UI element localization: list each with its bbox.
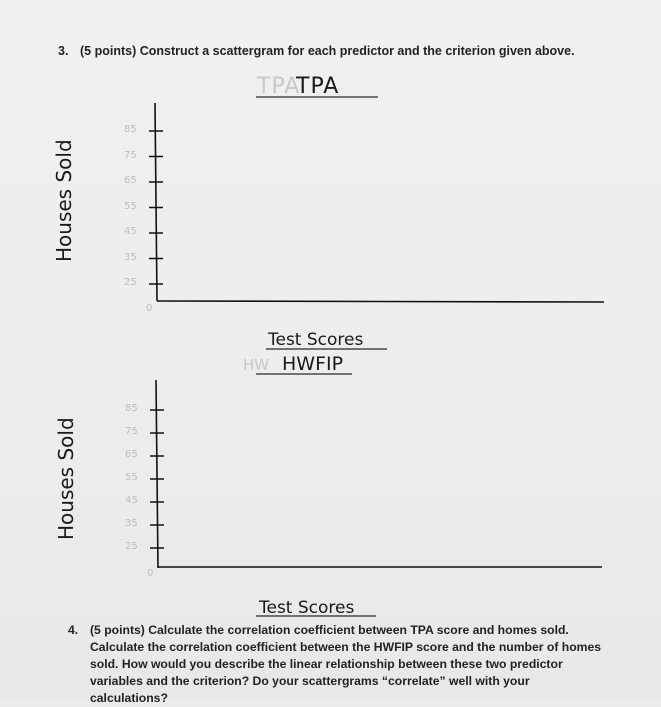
chart2-origin-label: 0 [147,568,154,579]
chart1-origin-label: 0 [146,303,153,314]
chart2-title: HWFIP [282,353,344,375]
chart2-tick-label: 25 [125,541,138,552]
chart1-tick-label: 45 [124,226,137,237]
question-4-text: (5 points) Calculate the correlation coefficient between TPA score and homes sold. Calculate the correlation coefficient between the HWFIP score and the number of homes sold. How would you describe the linear relationship between these two predictor variables and the criterion? Do your scattergrams “correlate” well with your calculations? [90,623,602,705]
chart2-tick-label: 55 [125,472,138,483]
chart1-tick-label: 55 [124,200,137,212]
chart1-x-axis [157,301,604,302]
chart2-tick-label: 45 [125,495,138,506]
chart1-tick-label: 85 [124,124,137,135]
chart1-x-axis-label: Test Scores [268,330,364,350]
chart2-title-ghost: HW [243,356,270,374]
chart1-tick-label: 75 [124,149,137,161]
chart1-y-axis [155,103,157,301]
question-3-text: (5 points) Construct a scattergram for each predictor and the criterion given above. [80,44,575,58]
chart2-tick-label: 35 [125,518,138,529]
chart1-y-axis-label: Houses Sold [52,139,76,262]
chart2-x-axis-label: Test Scores [259,598,355,618]
question-3-number: 3. [58,44,69,58]
chart1-title-ghost: TPA [257,74,301,99]
chart1-title: TPA [296,74,340,99]
chart2-tick-label: 85 [125,403,138,414]
chart1-tick-label: 65 [124,175,137,186]
chart2-y-axis-label: Houses Sold [54,417,78,540]
chart2-y-axis [156,380,158,568]
chart2-tick-label: 65 [125,449,138,460]
chart1-tick-label: 25 [124,277,137,288]
question-4-number: 4. [68,623,79,637]
chart2-tick-label: 75 [125,426,138,437]
chart1-tick-label: 35 [124,251,137,263]
